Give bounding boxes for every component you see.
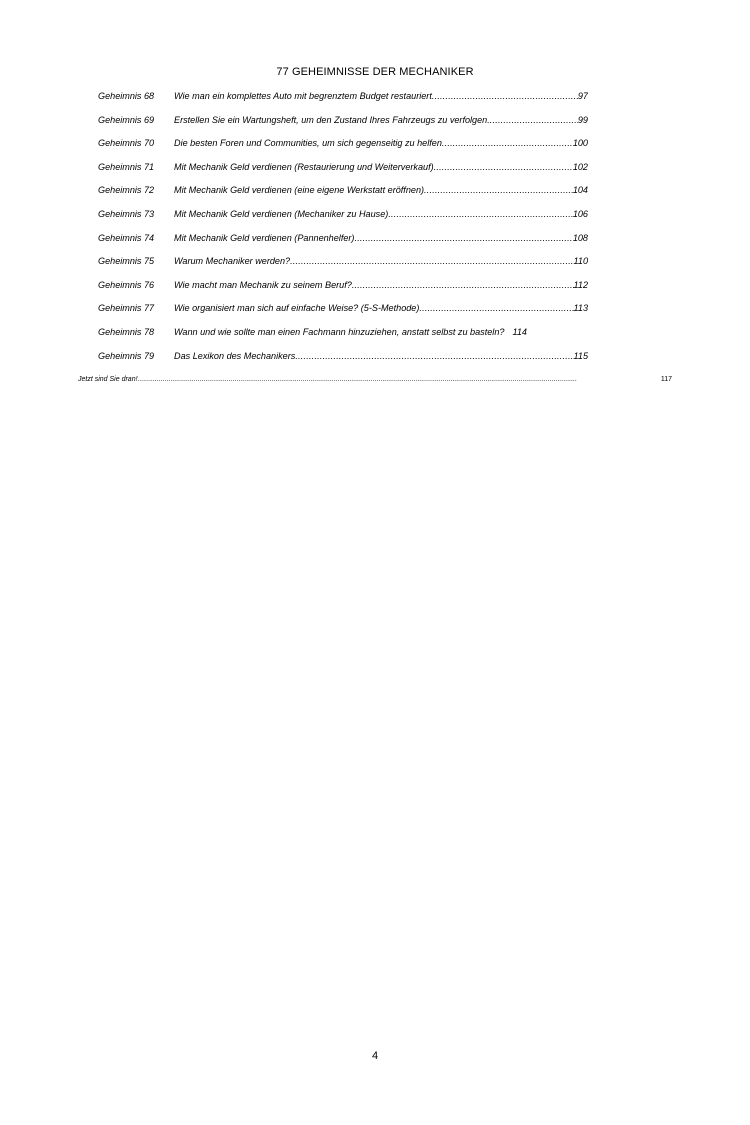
toc-page-number: 108 bbox=[572, 232, 588, 243]
toc-entry-text: Die besten Foren und Communities, um sich gegenseitig zu helfen bbox=[174, 138, 442, 149]
toc-label: Geheimnis 71 bbox=[98, 161, 155, 172]
toc-label: Geheimnis 74 bbox=[98, 232, 155, 243]
toc-leader-dots bbox=[290, 256, 573, 266]
toc-page-number: 115 bbox=[573, 350, 588, 361]
toc-leader-dots bbox=[352, 280, 574, 290]
toc-leader-dots bbox=[490, 115, 578, 125]
toc-row[interactable] bbox=[98, 115, 588, 139]
toc-label: Geheimnis 79 bbox=[98, 350, 155, 361]
toc-row[interactable] bbox=[98, 138, 588, 162]
toc-entry-text: Wie macht man Mechanik zu seinem Beruf? bbox=[174, 279, 352, 290]
toc-row[interactable] bbox=[98, 303, 588, 327]
toc-label: Geheimnis 75 bbox=[98, 256, 155, 267]
toc-row[interactable] bbox=[98, 256, 588, 280]
toc-row[interactable] bbox=[98, 91, 588, 115]
toc-label: Geheimnis 78 bbox=[98, 326, 155, 337]
toc-label: Geheimnis 69 bbox=[98, 114, 155, 125]
toc-row[interactable] bbox=[98, 162, 588, 186]
table-of-contents bbox=[98, 91, 588, 374]
toc-entry-text: Das Lexikon des Mechanikers bbox=[174, 350, 296, 361]
toc-entry-text: Mit Mechanik Geld verdienen (eine eigene Werkstatt eröffnen) bbox=[174, 185, 425, 196]
toc-label: Geheimnis 72 bbox=[98, 185, 155, 196]
toc-leader-dots bbox=[295, 351, 573, 361]
toc-entry-text: Erstellen Sie ein Wartungsheft, um den Zustand Ihres Fahrzeugs zu verfolgen. bbox=[174, 114, 490, 125]
toc-label: Geheimnis 77 bbox=[98, 303, 155, 314]
page-number: 4 bbox=[371, 1050, 379, 1062]
toc-leader-dots bbox=[419, 303, 573, 313]
toc-label: Geheimnis 68 bbox=[98, 91, 155, 101]
toc-page-number: 114 bbox=[512, 326, 527, 337]
toc-leader-dots bbox=[354, 233, 572, 243]
toc-entry-text: Warum Mechaniker werden? bbox=[174, 256, 291, 267]
toc-row[interactable] bbox=[98, 185, 588, 209]
toc-entry-text: Wie man ein komplettes Auto mit begrenztem Budget restauriert bbox=[174, 91, 432, 101]
toc-row[interactable] bbox=[98, 351, 588, 375]
toc-label: Geheimnis 76 bbox=[98, 279, 155, 290]
toc-entry-text: Mit Mechanik Geld verdienen (Restaurierung und Weiterverkauf) bbox=[174, 161, 434, 172]
toc-page-number: 112 bbox=[573, 279, 588, 290]
toc-label: Geheimnis 70 bbox=[98, 138, 155, 149]
toc-entry-text: Wann und wie sollte man einen Fachmann hinzuziehen, anstatt selbst zu basteln? bbox=[174, 326, 505, 337]
toc-leader-dots bbox=[432, 91, 578, 101]
toc-page-number: 117 bbox=[660, 376, 672, 383]
page-title: 77 GEHEIMNISSE DER MECHANIKER bbox=[276, 66, 474, 78]
toc-page-number: 102 bbox=[572, 161, 588, 172]
toc-final-entry[interactable] bbox=[78, 376, 672, 383]
toc-entry-text: Wie organisiert man sich auf einfache Weise? (5-S-Methode) bbox=[174, 303, 420, 314]
toc-row[interactable] bbox=[98, 327, 588, 351]
toc-entry-text: Mit Mechanik Geld verdienen (Mechaniker zu Hause) bbox=[174, 208, 389, 219]
toc-label: Geheimnis 73 bbox=[98, 208, 155, 219]
toc-entry-text: Mit Mechanik Geld verdienen (Pannenhelfer) bbox=[174, 232, 355, 243]
toc-entry-text: Jetzt sind Sie dran! bbox=[78, 376, 138, 383]
toc-page-number: 110 bbox=[573, 256, 588, 267]
toc-leader-dots bbox=[442, 138, 573, 148]
toc-page-number: 97 bbox=[577, 91, 588, 101]
toc-leader-dots bbox=[424, 185, 573, 195]
toc-leader-dots bbox=[138, 376, 661, 383]
toc-row[interactable] bbox=[98, 280, 588, 304]
toc-row[interactable] bbox=[98, 209, 588, 233]
toc-leader-dots bbox=[388, 209, 573, 219]
toc-leader-dots bbox=[434, 162, 573, 172]
toc-page-number: 106 bbox=[572, 208, 588, 219]
toc-page-number: 100 bbox=[572, 138, 588, 149]
toc-row[interactable] bbox=[98, 233, 588, 257]
toc-page-number: 113 bbox=[573, 303, 588, 314]
toc-page-number: 99 bbox=[577, 114, 588, 125]
toc-page-number: 104 bbox=[572, 185, 588, 196]
